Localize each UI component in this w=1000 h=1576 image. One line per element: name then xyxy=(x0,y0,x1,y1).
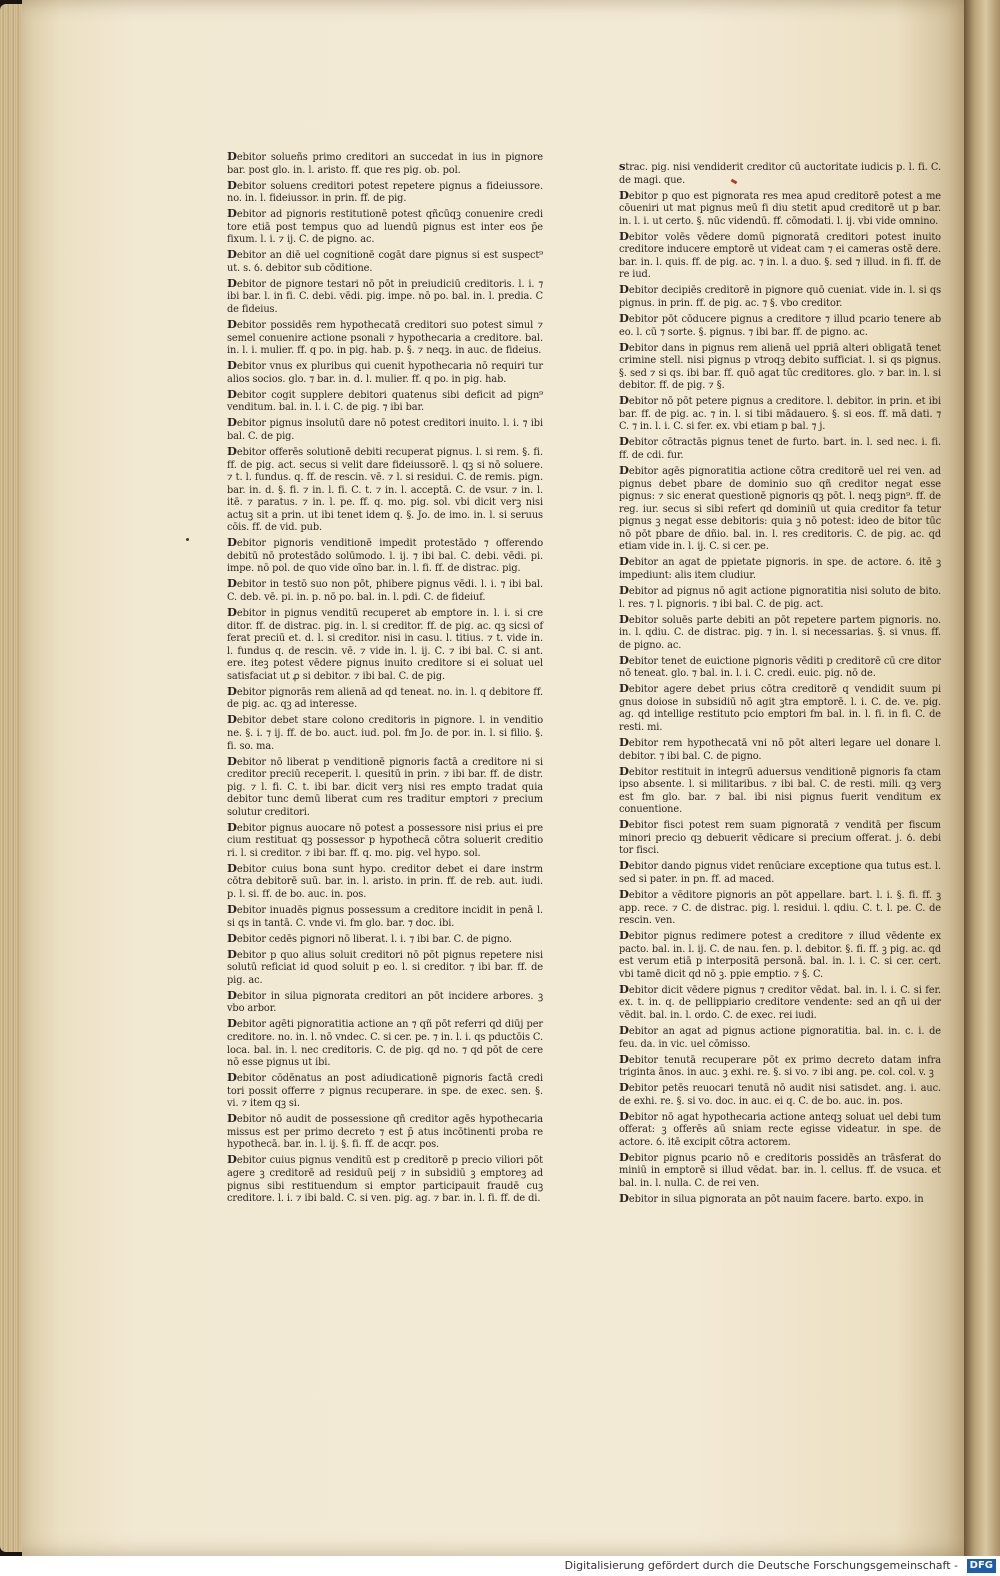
index-entry: Debitor de pignore testari nō pōt in preiudiciū creditoris. l. i. ⁊ ibi bar. l. in fi. C. debi. vēdi. pig. impe. nō po. bal. in. l. predia. C de fideius. xyxy=(227,275,543,316)
index-entry: Debitor ad pignoris restitutionē potest qñcūqꝫ conuenire credi tore etiā post tempus quo ad luendū pignus est inter eos p̄e fixum. l. i. ⁊ ij. C. de pigno. ac. xyxy=(227,206,543,246)
index-entry: Debitor pignus auocare nō potest a possessore nisi prius ei pre cium restituat qꝫ possessor p hypothecā cōtra soluerit creditio ri. l. si creditor. ⁊ ibi bar. ff. q. mo. pig. vel hypo. sol. xyxy=(227,819,543,859)
index-entry: Debitor dando pignus videt renūciare exceptione qua tutus est. l. sed si pater. in pn. ff. ad maced. xyxy=(619,858,941,885)
index-entry: Debitor agere debet prius cōtra creditorē q vendidit suum pi gnus doiose in subsidiū nō agit ꝫtra emptorē. l. i. C. de. ve. pig. ag. qd intellige restituto pcio emptori fm bal. in. l. fi. in fi. C. de resti. mi. xyxy=(619,681,941,733)
index-entry: Debitor possidēs rem hypothecatā creditori suo potest simul ⁊ semel conuenire actione psonali ⁊ hypothecaria a creditore. bal. in. l. i. mulier. ff. q po. in pig. hab. p. §. ⁊ neqꝫ. in auc. de fideius. xyxy=(227,317,543,357)
index-entry: Debitor agēti pignoratitia actione an ⁊ qñ pōt referri qd diūj per creditore. no. in. l. nō vndec. C. si cer. pe. ⁊ in. l. i. qs pductōis C. loca. bal. in. l. nec creditoris. C. de pig. qd no. ⁊ qd pōt de cere nō esse pignus ut ibi. xyxy=(227,1016,543,1069)
index-entry: Debitor fisci potest rem suam pignoratā ⁊ venditā per fiscum minori precio qꝫ debuerit vēdicare si precium offerat. j. ỽ. debi tor fisci. xyxy=(619,817,941,857)
footer-bar xyxy=(0,1556,1000,1576)
index-entry: Debitor agēs pignoratitia actione cōtra creditorē uel rei ven. ad pignus debet pbare de dominio suo qñ creditor negat esse pignus: ⁊ sic enerat questionē pignoris qꝫ pōt. l. neqꝫ pign⁹. ff. de reg. iur. secus si sibi refert qd dominiū ut quia creditor fa tetur pignus ꝫ negat esse debitoris: quia ꝫ nō potest: ideo de bitor tūc nō pōt pbare de dñio. bal. in. l. res creditoris. C. de pig. ac. qd etiam vide in. l. ij. C. si cer. pe. xyxy=(619,463,941,553)
index-entry: strac. pig. nisi vendiderit creditor cū auctoritate iudicis p. l. fi. C. de magi. que. xyxy=(619,159,941,186)
index-entry: Debitor an agat ad pignus actione pignoratitia. bal. in. c. i. de feu. da. in vic. uel cōmisso. xyxy=(619,1022,941,1050)
index-entry: Debitor volēs vēdere domū pignoratā creditori potest inuito creditore inducere emptorē ut videat cam ⁊ ei cameras ostē dere. bar. in. l. quis. ff. de pig. ac. ⁊ in. l. a duo. §. sed ⁊ illud. in fi. ff. de re iud. xyxy=(619,228,941,281)
index-entry: Debitor p quo alius soluit creditori nō pōt pignus repetere nisi solutū reficiat id quod soluit p eo. l. si creditor. ⁊ ibi bar. ff. de pig. ac. xyxy=(227,946,543,986)
index-entry: Debitor restituit in integrū aduersus venditionē pignoris fa ctam ipso absente. l. si militaribus. ⁊ ibi bal. C. de resti. mili. qꝫ verꝫ est fm glo. bar. ⁊ bal. ibi nisi pignus fuerit venditum ex conuentione. xyxy=(619,763,941,816)
footer-credit: Digitalisierung gefördert durch die Deutsche Forschungsgemeinschaft - xyxy=(564,1559,958,1572)
index-entry: Debitor nō agat hypothecaria actione anteqꝫ soluat uel debi tum offerat: ꝫ offerēs aū sniam recte egisse videatur. in spe. de actore. ỽ. itē excipit cōtra actorem. xyxy=(619,1108,941,1148)
index-entry: Debitor pōt cōducere pignus a creditore ⁊ illud pcario tenere ab eo. l. cū ⁊ sorte. §. pignus. ⁊ ibi bar. ff. de pigno. ac. xyxy=(619,311,941,338)
dfg-logo: DFG xyxy=(967,1559,996,1573)
index-entry: Debitor dicit vēdere pignus ⁊ creditor vēdat. bal. in. l. i. C. si fer. ex. t. in. q. de pellippiario creditore vendente: sed an qñ ui der vēdit. bal. in. l. ordo. C. de exec. rei iudi. xyxy=(619,981,941,1021)
index-entry: Debitor in silua pignorata an pōt nauim facere. barto. expo. in xyxy=(619,1191,924,1206)
index-entry: Debitor tenet de euictione pignoris vēditi p creditorē cū cre ditor nō teneat. glo. ⁊ bal. in. l. i. C. credi. euic. pig. nō de. xyxy=(619,652,941,680)
index-entry: Debitor cogit supplere debitori quatenus sibi deficit ad pign⁹ venditum. bal. in. l. i. C. de pig. ⁊ ibi bar. xyxy=(227,386,543,414)
index-entry: Debitor in pignus venditū recuperet ab emptore in. l. i. si cre ditor. ff. de distrac. pig. in. l. si creditor. ff. de pig. ac. qꝫ sicsi of ferat preciū et. d. l. si creditor. nisi in casu. l. titius. ⁊ t. vide in. l. fundus q. de rescin. vē. ⁊ vide in. l. ij. C. ⁊ ibi bal. C. si ant. ere. iteꝫ potest vēdere pignus inuito creditore si ei soluat uel satisfaciat ut ꝓ si debitor. ⁊ ibi bal. C. de pig. xyxy=(227,605,543,682)
index-entry: Debitor an agat de ppietate pignoris. in spe. de actore. ỽ. itē ꝫ impediunt: alis item cludiur. xyxy=(619,554,941,581)
index-entry: Debitor pignus pcario nō e creditoris possidēs an trāsferat do miniū in emptorē si illud vēdat. bar. in. l. cellus. ff. de vsuca. et bal. in. l. nulla. C. de rei ven. xyxy=(619,1149,941,1189)
index-entry: Debitor in testō suo non pōt, phibere pignus vēdi. l. i. ⁊ ibi bal. C. deb. vē. pi. in. p. nō po. bal. in. l. pdi. C. de fideiuf. xyxy=(227,576,543,603)
index-entry: Debitor pignoris venditionē impedit protestādo ⁊ offerendo debitū nō protestādo solūmodo. l. ij. ⁊ ibi bal. C. debi. vēdi. pi. impe. nō pol. de quo vide oīno bar. in. l. fi. ff. de distrac. pig. xyxy=(227,535,543,575)
index-entry: Debitor decipiēs creditorē in pignore quō cueniat. vide in. l. si qs pignus. in prin. ff. de pig. ac. ⁊ §. vbo creditor. xyxy=(619,282,941,309)
index-entry: Debitor pignus insolutū dare nō potest creditori inuito. l. i. ⁊ ibi bal. C. de pig. xyxy=(227,415,543,442)
index-entry: Debitor nō audit de possessione qñ creditor agēs hypothecaria missus est per primo decreto ⁊ est p̄ atus incōtinenti proba re hypothecā. bar. in. l. ij. §. fi. ff. de acqr. pos. xyxy=(227,1111,543,1151)
index-entry: Debitor tenutā recuperare pōt ex primo decreto datam infra triginta ānos. in auc. ꝫ exhi. re. §. si vo. ⁊ ibi ang. pe. col. col. v. ꝫ xyxy=(619,1051,941,1079)
index-entry: Debitor p quo est pignorata res mea apud creditorē potest a me cōueniri ut mat pignus meū fi diu stetit apud creditorē ut p bar. in. l. i. ut certo. §. nūc videndū. ff. cōmodati. l. ij. vbi vide omnino. xyxy=(619,187,941,227)
index-entry: Debitor cuius pignus venditū est p creditorē p precio viliori pōt agere ꝫ creditorē ad residuū peij ⁊ in subsidiū ꝫ emptoreꝫ ad pignus sibi restituendum si emptor participauit fraudē cuꝫ creditore. l. i. ⁊ ibi bald. C. si ven. pig. ag. ⁊ bar. in. l. fi. ff. de di. xyxy=(227,1152,543,1205)
index-entry: Debitor pignus redimere potest a creditore ⁊ illud vēdente ex pacto. bal. in. l. ij. C. de nau. fen. p. l. debitor. §. fi. ff. ꝫ pig. ac. qd est verum etiā p interpositā personā. bal. in. l. i. C. si cer. cert. vbi tamē dicit qd nō ꝫ. ppie emptio. ⁊ §. C. xyxy=(619,928,941,980)
index-entry: Debitor ad pignus nō agit actione pignoratitia nisi soluto de bito. l. res. ⁊ l. pignoris. ⁊ ibi bal. C. de pig. act. xyxy=(619,582,941,610)
index-entry: Debitor cuius bona sunt hypo. creditor debet ei dare instrm cōtra debitorē suū. bar. in. l. aristo. in prin. ff. de reb. aut. iudi. p. l. si. ff. de bo. auc. in. pos. xyxy=(227,860,543,901)
index-entry: Debitor an diē uel cognitionē cogāt dare pignus si est suspect⁹ ut. s. ỽ. debitor sub cōditione. xyxy=(227,247,543,274)
index-entry: Debitor petēs reuocari tenutā nō audit nisi satisdet. ang. i. auc. de exhi. re. §. si vo. doc. in auc. ei q. C. de bo. auc. in. pos. xyxy=(619,1080,941,1107)
index-entry: Debitor cedēs pignori nō liberat. l. i. ⁊ ibi bar. C. de pigno. xyxy=(227,930,512,945)
left-column xyxy=(227,150,543,1207)
index-entry: Debitor in silua pignorata creditori an pōt incidere arbores. ꝫ vbo arbor. xyxy=(227,987,543,1015)
index-entry: Debitor a vēditore pignoris an pōt appellare. bart. l. i. §. fi. ff. ꝫ app. rece. ⁊ C. de distrac. pig. l. residui. l. qdiu. C. t. l. pe. C. de rescin. ven. xyxy=(619,886,941,927)
book-fore-edge xyxy=(964,0,1000,1556)
index-entry: Debitor nō liberat p venditionē pignoris factā a creditore ni si creditor preciū receperit. l. quesitū in prin. ⁊ ibi bar. ff. de distr. pig. ⁊ l. fi. C. t. ibi bar. dicit verꝫ nisi res empto tradat quia debitor tunc demū liberat cum res traditur emptori ⁊ precium solutur creditori. xyxy=(227,753,543,818)
index-entry: Debitor nō pōt petere pignus a creditore. l. debitor. in prin. et ibi bar. ff. de pig. ac. ⁊ in. l. si tibi mādauero. §. si eos. ff. mā dati. ⁊ C. ⁊ in. l. i. C. si fer. ex. vbi etiam p bal. ⁊ j. xyxy=(619,393,941,433)
index-entry: Debitor inuadēs pignus possessum a creditore incidit in penā l. si qs in tantā. C. vnde vi. fm glo. bar. ⁊ doc. ibi. xyxy=(227,902,543,929)
index-entry: Debitor cōdēnatus an post adiudicationē pignoris factā credi tori possit offerre ⁊ pignus recuperare. in spe. de exec. sen. §. vi. ⁊ item qꝫ si. xyxy=(227,1070,543,1110)
book-page xyxy=(22,0,972,1556)
index-entry: Debitor dans in pignus rem alienā uel ppriā alteri obligatā tenet crimine stell. nisi pignus p vtroqꝫ debito sufficiat. l. si qs pignus. §. sed ⁊ si qs. ibi bar. ff. quō agat tūc creditores. glo. ⁊ bar. in. l. si debitor. ff. de pig. ⁊ §. xyxy=(619,339,941,392)
index-entry: Debitor pignorās rem alienā ad qd teneat. no. in. l. q debitore ff. de pig. ac. qꝫ ad interesse. xyxy=(227,683,543,711)
index-entry: Debitor debet stare colono creditoris in pignore. l. in venditio ne. §. i. ⁊ ij. ff. de bo. auct. iud. pol. fm Jo. de por. in. l. si filio. §. fi. so. ma. xyxy=(227,712,543,752)
index-entry: Debitor soluens creditori potest repetere pignus a fideiussore. no. in. l. fideiussor. in prin. ff. de pig. xyxy=(227,177,543,205)
index-entry: Debitor cōtractās pignus tenet de furto. bart. in. l. sed nec. i. fi. ff. de cdi. fur. xyxy=(619,434,941,461)
index-entry: Debitor soluēs parte debiti an pōt repetere partem pignoris. no. in. l. qdiu. C. de distrac. pig. ⁊ in. l. si necessarias. §. si vnus. ff. de pigno. ac. xyxy=(619,611,941,651)
margin-mark xyxy=(186,538,189,541)
index-entry: Debitor rem hypothecatā vni nō pōt alteri legare uel donare l. debitor. ⁊ ibi bal. C. de pigno. xyxy=(619,734,941,762)
index-entry: Debitor offerēs solutionē debiti recuperat pignus. l. si rem. §. fi. ff. de pig. act. secus si velit dare fideiussorē. l. qꝫ si nō soluere. ⁊ t. l. fundus. q. ff. de rescin. vē. ⁊ l. si residui. C. de remis. pign. bar. in. d. §. fi. ⁊ in. l. fi. C. t. ⁊ in. l. acceptā. C. de vsur. ⁊ in. l. itē. ⁊ paratus. ⁊ in. l. pe. ff. q. mo. pig. sol. vbi dicit verꝫ nisi actuꝫ sit a prin. ut ibi tenet idem q. §. Jo. de imo. in. l. si seruus cōis. ff. de vid. pub. xyxy=(227,443,543,534)
index-entry: Debitor vnus ex pluribus qui cuenit hypothecaria nō requiri tur alios socios. glo. ⁊ bar. in. d. l. mulier. ff. q po. in pig. hab. xyxy=(227,358,543,385)
index-entry: Debitor solueñs primo creditori an succedat in ius in pignore bar. post glo. in. l. aristo. ff. que res pig. ob. pol. xyxy=(227,149,543,176)
right-column xyxy=(619,160,941,1208)
